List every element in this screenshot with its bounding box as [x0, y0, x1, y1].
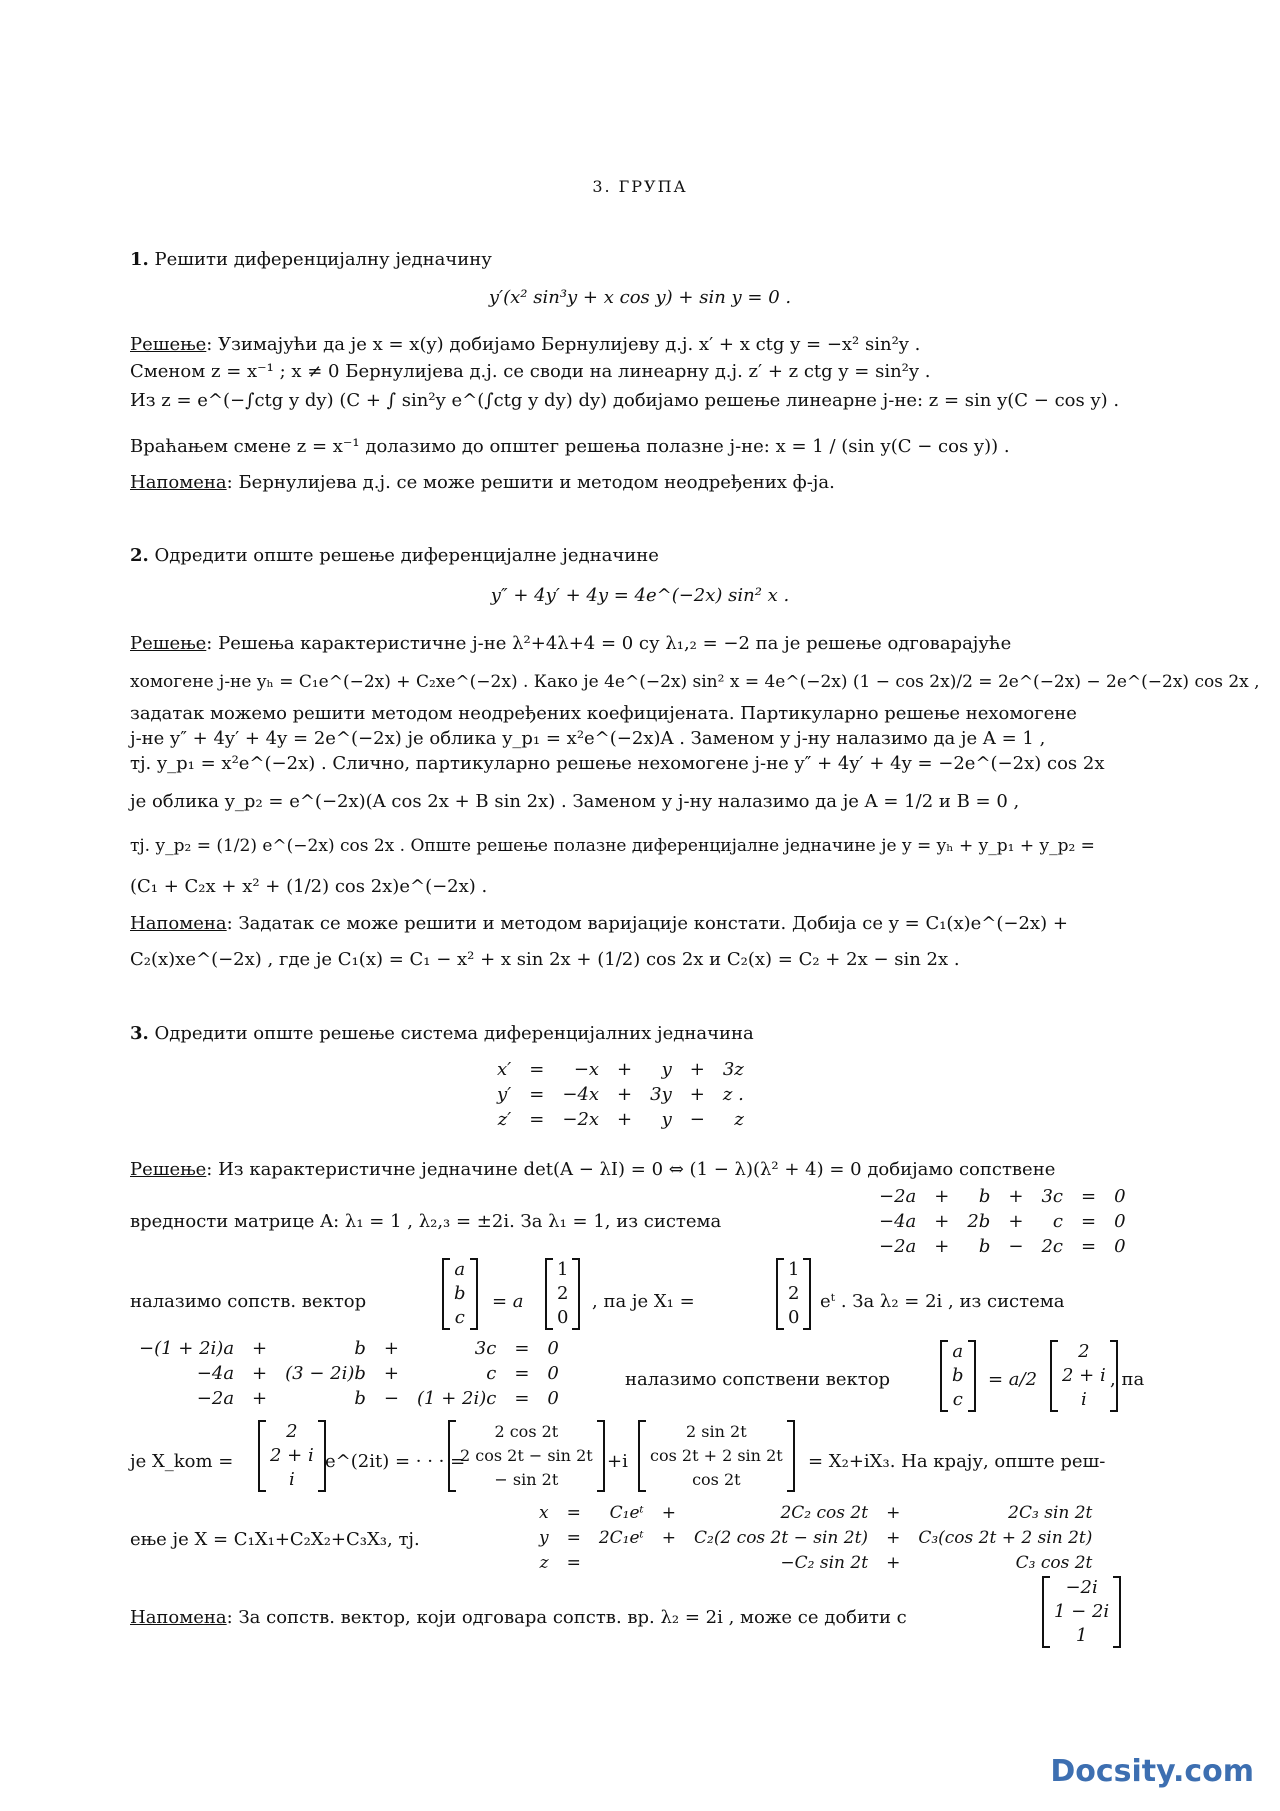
system-row: z′ = −2x + y − z: [497, 1109, 744, 1130]
problem-2-solution-line-1: [130, 632, 1011, 656]
note-label: Напомена: [130, 1607, 227, 1628]
vector-xkom: 2 2 + i i: [258, 1420, 326, 1492]
vector-abc: a b c: [442, 1258, 478, 1330]
problem-2-note-line-1: [130, 912, 1068, 936]
problem-3-number: 3.: [130, 1023, 149, 1044]
problem-3-solution-line-2: вредности матрице A: λ₁ = 1 , λ₂,₃ = ±2i. За λ₁ = 1, из система: [130, 1211, 722, 1232]
problem-1-solution-line-3: Из z = e^(−∫ctg y dy) (C + ∫ sin²y e^(∫ctg y dy) dy) добијамо решење линеарне j-не: z = sin y(C − cos y) .: [130, 390, 1120, 411]
problem-2-solution-line-2: хомогене j-не yₕ = C₁e^(−2x) + C₂xe^(−2x) . Како је 4e^(−2x) sin² x = 4e^(−2x) (1 − cos 2x)/2 = 2e^(−2x) − 2e^(−2x) cos 2x ,: [130, 672, 1260, 692]
problem-2-text: Одредити опште решење диференцијалне једначине: [154, 545, 659, 566]
solution-label: Решење: [130, 633, 207, 654]
problem-1-note: [130, 471, 835, 495]
problem-2-number: 2.: [130, 545, 149, 566]
problem-3-solution-line-6a: ење је X = C₁X₁+C₂X₂+C₃X₃, тј.: [130, 1529, 420, 1550]
problem-3-system: [488, 1057, 753, 1132]
problem-3-solution-line-3a: налазимо сопств. вектор: [130, 1291, 367, 1312]
problem-3-solution-line-4a: налазимо сопствени вектор: [625, 1369, 891, 1390]
problem-2-solution-line-7: тј. y_p₂ = (1/2) e^(−2x) cos 2x . Опште решење полазне диференцијалне једначине је y = yₕ + y_p₁ + y_p₂ =: [130, 836, 1095, 856]
vector-cos: 2 cos 2t 2 cos 2t − sin 2t − sin 2t: [448, 1420, 605, 1492]
problem-1-statement: [130, 248, 492, 272]
problem-2-solution-line-8: (C₁ + C₂x + x² + (1/2) cos 2x)e^(−2x) .: [130, 876, 488, 897]
solution-label: Решење: [130, 1159, 207, 1180]
problem-3-solution-line-1: [130, 1158, 1055, 1182]
solution-text: : Из карактеристичне једначине det(A − λI) = 0 ⇔ (1 − λ)(λ² + 4) = 0 добијамо сопствене: [206, 1159, 1056, 1180]
note-text: : Задатак се може решити и методом варијације констати. Добија се y = C₁(x)e^(−2x) +: [226, 913, 1068, 934]
vector-abc-2: a b c: [940, 1340, 976, 1412]
problem-3-note: [130, 1606, 907, 1630]
solution-text: : Узимајући да је x = x(y) добијамо Бернулијеву д.ј. x′ + x ctg y = −x² sin²y .: [206, 334, 921, 355]
problem-3-text: Одредити опште решење система диференцијалних једначина: [154, 1023, 754, 1044]
solution-text: : Решења карактеристичне j-не λ²+4λ+4 = 0 су λ₁,₂ = −2 па је решење одговарајуће: [206, 633, 1012, 654]
problem-1-solution-line-4: Враћањем смене z = x⁻¹ долазимо до општег решења полазне j-не: x = 1 / (sin y(C − cos y)) .: [130, 436, 1010, 457]
problem-2-solution-line-3: задатак можемо решити методом неодређених коефицијената. Партикуларно решење нехомогене: [130, 703, 1077, 724]
docsity-watermark: Docsity.com: [1050, 1754, 1254, 1789]
vector-note: −2i 1 − 2i 1: [1042, 1576, 1121, 1648]
problem-3-solution-line-3d: eᵗ . За λ₂ = 2i , из система: [820, 1291, 1065, 1312]
problem-1-solution-line-1: [130, 333, 920, 357]
system-row: y′ = −4x + 3y + z .: [497, 1084, 744, 1105]
pa-je-x1: , па је X₁ =: [592, 1291, 695, 1312]
problem-2-note-line-2: C₂(x)xe^(−2x) , где је C₁(x) = C₁ − x² + x sin 2x + (1/2) cos 2x и C₂(x) = C₂ + 2x − sin 2x .: [130, 949, 960, 970]
problem-2-solution-line-5: тј. y_p₁ = x²e^(−2x) . Слично, партикуларно решење нехомогене j-не y″ + 4y′ + 4y = −2e^(−2x) cos 2x: [130, 753, 1105, 774]
problem-2-statement: [130, 544, 659, 568]
general-solution-system: x = C₁eᵗ + 2C₂ cos 2t + 2C₃ sin 2t y = 2C₁eᵗ + C₂(2 cos 2t − sin 2t) + C₃(cos 2t + 2 sin 2t) z = −C₂ sin 2t + C₃ cos 2t: [539, 1502, 1093, 1573]
problem-3-solution-line-5a: је X_kom =: [130, 1451, 234, 1472]
pa-text: , па: [1110, 1369, 1145, 1390]
note-text: : За сопств. вектор, који одговара сопств. вр. λ₂ = 2i , може се добити c: [226, 1607, 907, 1628]
equals-a-half: = a/2: [988, 1369, 1038, 1390]
vector-2i: 2 2 + i i: [1050, 1340, 1118, 1412]
note-label: Напомена: [130, 913, 227, 934]
vector-sin: 2 sin 2t cos 2t + 2 sin 2t cos 2t: [638, 1420, 795, 1492]
problem-3-solution-line-5d: = X₂+iX₃. На крају, опште реш-: [808, 1451, 1106, 1472]
problem-2-solution-line-4: j-не y″ + 4y′ + 4y = 2e^(−2x) је облика y_p₁ = x²e^(−2x)A . Заменом у j-ну налазимо да је A = 1 ,: [130, 728, 1046, 749]
equals-a: = a: [492, 1291, 524, 1312]
system-row: x′ = −x + y + 3z: [497, 1059, 744, 1080]
problem-1-number: 1.: [130, 249, 149, 270]
problem-2-equation: y″ + 4y′ + 4y = 4e^(−2x) sin² x .: [490, 585, 790, 606]
eigen-system-1: −2a + b + 3c = 0 −4a + 2b + c = 0 −2a + b − 2c = 0: [879, 1186, 1126, 1257]
note-label: Напомена: [130, 472, 227, 493]
eigen-system-2: −(1 + 2i)a + b + 3c = 0 −4a + (3 − 2i)b + c = 0 −2a + b − (1 + 2i)c = 0: [139, 1338, 559, 1409]
problem-1-equation: y′(x² sin³y + x cos y) + sin y = 0 .: [488, 287, 792, 308]
plus-i: +i: [607, 1451, 628, 1472]
problem-2-solution-line-6: је облика y_p₂ = e^(−2x)(A cos 2x + B sin 2x) . Заменом у j-ну налазимо да је A = 1/2 и B = 0 ,: [130, 791, 1020, 812]
problem-1-text: Решити диференцијалну једначину: [154, 249, 492, 270]
solution-label: Решење: [130, 334, 207, 355]
vector-x1: 1 2 0: [776, 1258, 811, 1330]
page-title: 3. ГРУПА: [592, 177, 688, 196]
exp-2it: e^(2it) = · · · =: [325, 1451, 466, 1472]
problem-1-solution-line-2: Сменом z = x⁻¹ ; x ≠ 0 Бернулијева д.ј. се своди на линеарну д.ј. z′ + z ctg y = sin²y .: [130, 361, 931, 382]
problem-3-statement: [130, 1022, 754, 1046]
vector-120: 1 2 0: [545, 1258, 580, 1330]
note-text: : Бернулијева д.ј. се може решити и методом неодређених ф-ја.: [226, 472, 835, 493]
